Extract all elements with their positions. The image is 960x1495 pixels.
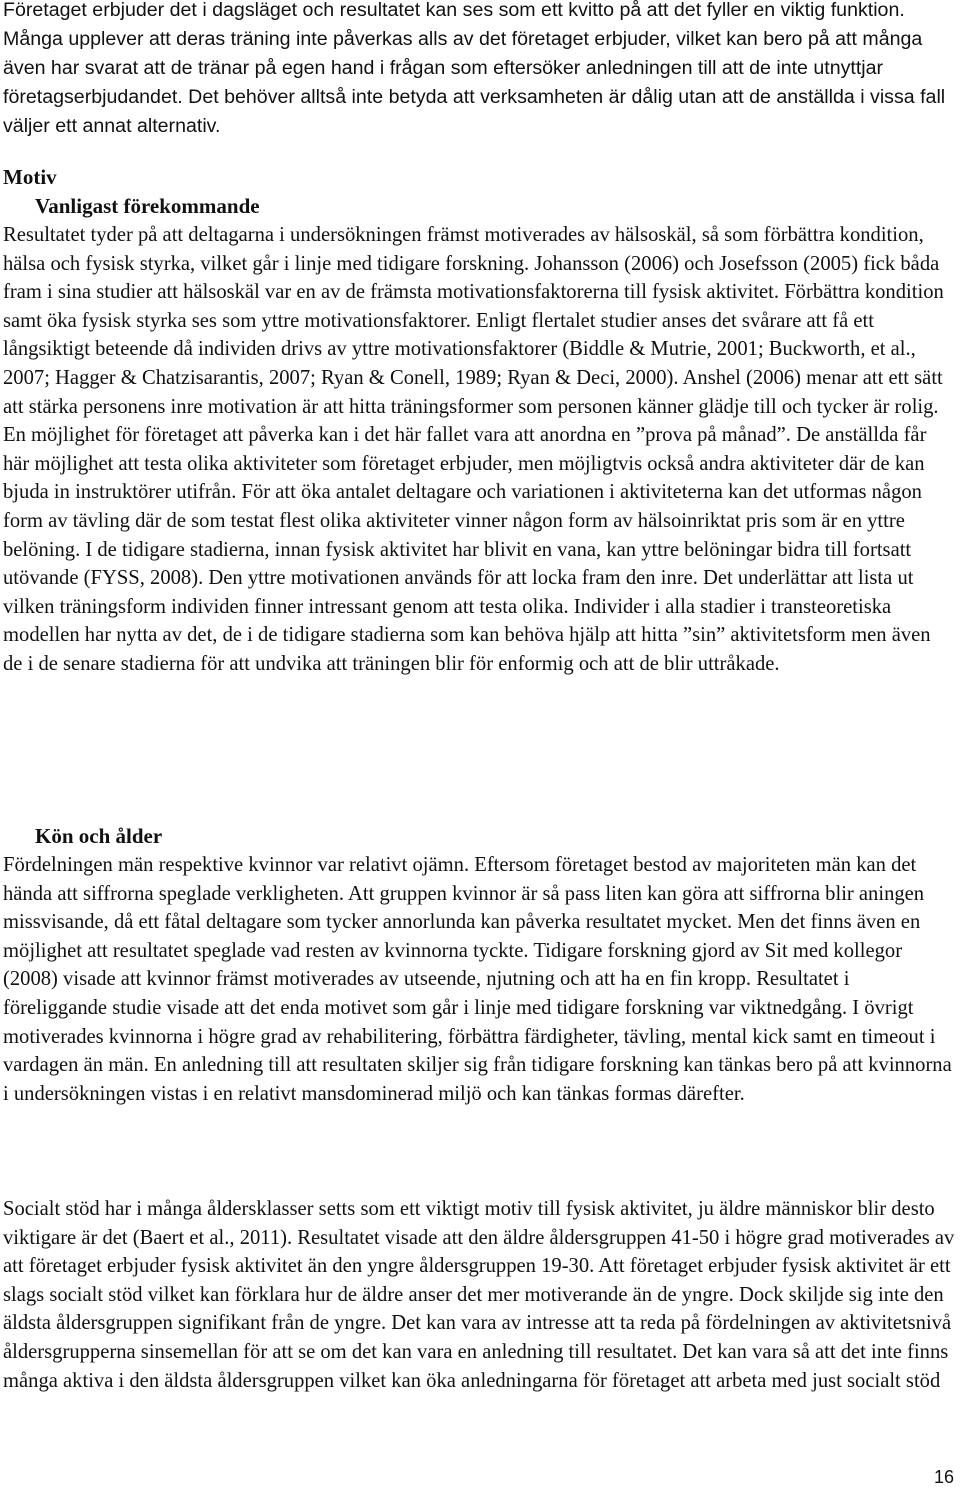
subheading-kon-och-alder: Kön och ålder: [35, 824, 163, 848]
paragraph-kon-text: Fördelningen män respektive kvinnor var relativt ojämn. Eftersom företaget bestod av majoriteten män kan det hända att siffrorna speglade verkligheten. Att gruppen kvinnor är så pass liten kan göra att siffrorna blir aningen missvisande, då ett fåtal deltagare som tycker annorlunda kan påverka resultatet mycket. Men det finns även en möjlighet att resultatet speglade vad resten av kvinnorna tyckte. Tidigare forskning gjord av Sit med kollegor (2008) visade att kvinnor främst motiverades av utseende, njutning och att ha en fin kropp. Resultatet i föreliggande studie visade att det enda motivet som går i linje med tidigare forskning var viktnedgång. I övrigt motiverades kvinnorna i högre grad av rehabilitering, förbättra färdigheter, tävling, mental kick samt en timeout i vardagen än män. En anledning till att resultaten skiljer sig från tidigare forskning kan tänkas bero på att kvinnorna i undersökningen vistas i en relativt mansdominerad miljö och kan tänkas formas därefter.: [3, 854, 952, 1105]
paragraph-kon: [3, 851, 955, 1108]
page-number: 16: [933, 1467, 954, 1487]
paragraph-socialt-stod-text: Socialt stöd har i många åldersklasser setts som ett viktigt motiv till fysisk aktivitet, ju äldre människor blir desto viktigare är det (Baert et al., 2011). Resultatet visade att den äldre åldersgruppen 41-50 i högre grad motiverades av att företaget erbjuder fysisk aktivitet än den yngre åldersgruppen 19-30. Att företaget erbjuder fysisk aktivitet är ett slags socialt stöd vilket kan förklara hur de äldre anser det mer motiverande än de yngre. Dock skiljde sig inte den äldsta åldersgruppen signifikant från de yngre. Det kan vara av intresse att ta reda på fördelningen av aktivitetsnivå åldersgrupperna sinsemellan för att se om det kan vara en anledning till resultatet. Det kan vara så att det inte finns många aktiva i den äldsta åldersgruppen vilket kan öka anledningarna för företaget att arbeta med just socialt stöd: [3, 1198, 955, 1392]
paragraph-motiv: [3, 221, 955, 679]
paragraph-socialt-stod: [3, 1195, 955, 1395]
intro-paragraph-text: Företaget erbjuder det i dagsläget och resultatet kan ses som ett kvitto på att det fyller en viktig funktion. Många upplever att deras träning inte påverkas alls av det företaget erbjuder, vilket kan bero på att många även har svarat att de tränar på egen hand i frågan som eftersöker anledningen till att de inte utnyttjar företagserbjudandet. Det behöver alltså inte betyda att verksamheten är dålig utan att de anställda i vissa fall väljer ett annat alternativ.: [3, 0, 946, 137]
intro-paragraph: [3, 0, 955, 141]
paragraph-motiv-text: Resultatet tyder på att deltagarna i undersökningen främst motiverades av hälsoskäl, så som förbättra kondition, hälsa och fysisk styrka, vilket går i linje med tidigare forskning. Johansson (2006) och Josefsson (2005) fick båda fram i sina studier att hälsoskäl var en av de främsta motivationsfaktorerna till fysisk aktivitet. Förbättra kondition samt öka fysisk styrka ses som yttre motivationsfaktorer. Enligt flertalet studier anses det svårare att få ett långsiktigt beteende då individen drivs av yttre motivationsfaktorer (Biddle & Mutrie, 2001; Buckworth, et al., 2007; Hagger & Chatzisarantis, 2007; Ryan & Conell, 1989; Ryan & Deci, 2000). Anshel (2006) menar att ett sätt att stärka personens inre motivation är att hitta träningsformer som personen känner glädje till och tycker är rolig. En möjlighet för företaget att påverka kan i det här fallet vara att anordna en ”prova på månad”. De anställda får här möjlighet att testa olika aktiviteter som företaget erbjuder, men möjligtvis också andra aktiviteter där de kan bjuda in instruktörer utifrån. För att öka antalet deltagare och variationen i aktiviteterna kan det utformas någon form av tävling där de som testat flest olika aktiviteter vinner någon form av hälsoinriktat pris som är en yttre belöning. I de tidigare stadierna, innan fysisk aktivitet har blivit en vana, kan yttre belöningar bidra till fortsatt utövande (FYSS, 2008). Den yttre motivationen används för att locka fram den inre. Det underlättar att lista ut vilken träningsform individen finner intressant genom att testa olika. Individer i alla stadier i transteoretiska modellen har nytta av det, de i de tidigare stadierna som kan behöva hjälp att hitta ”sin” aktivitetsform men även de i de senare stadierna för att undvika att träningen blir för enformig och att de blir uttråkade.: [3, 224, 944, 675]
section-heading: Motiv: [3, 165, 57, 189]
subheading-vanligast: Vanligast förekommande: [35, 194, 260, 218]
